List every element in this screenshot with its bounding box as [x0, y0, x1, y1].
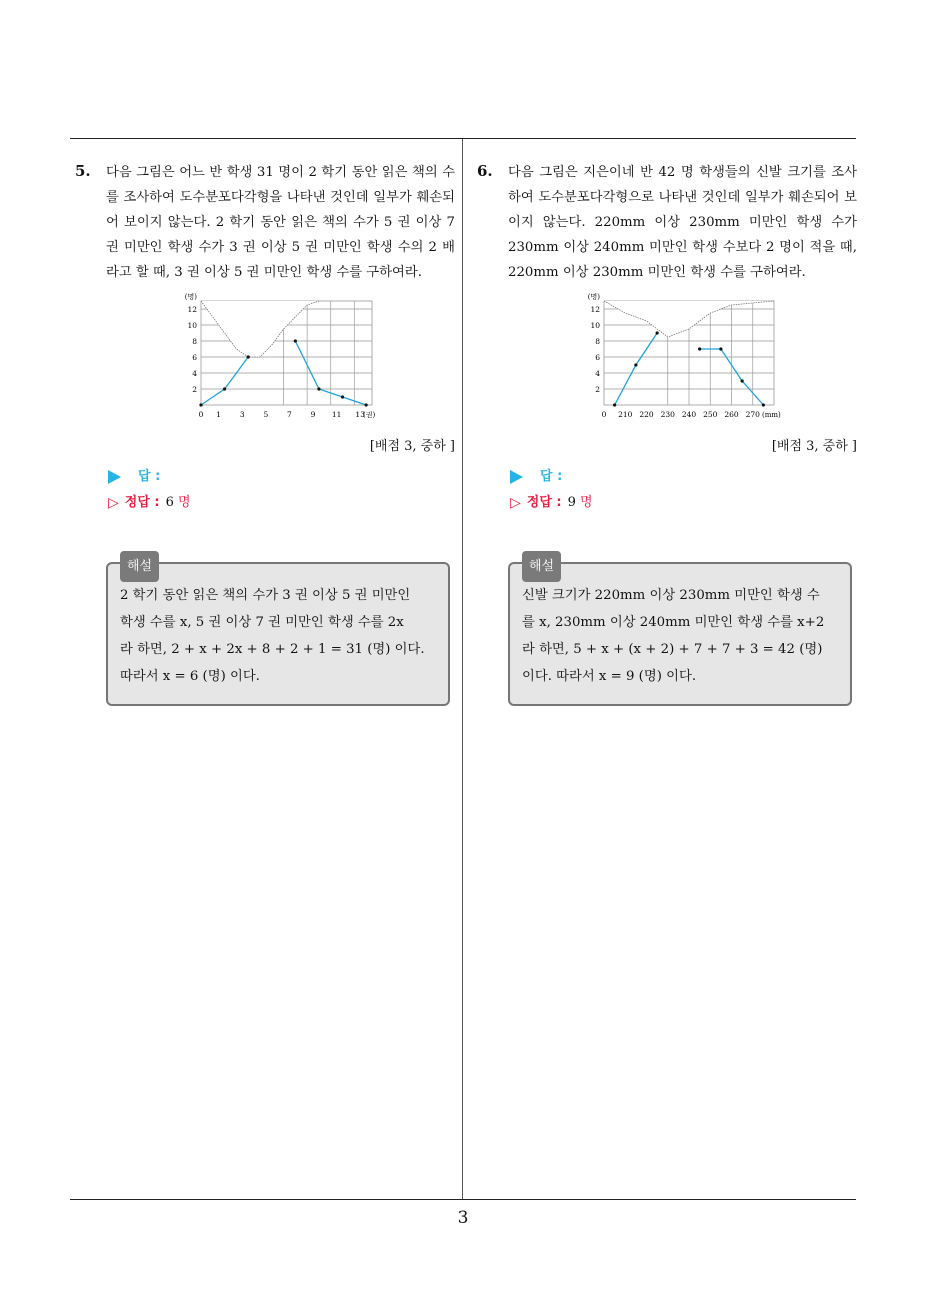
- y-tick-label: 8: [192, 337, 197, 346]
- damaged-area: [201, 301, 372, 357]
- correct-value: 9: [567, 495, 576, 510]
- correct-label: 정답 :: [124, 495, 160, 510]
- data-point: [223, 387, 226, 390]
- question-5: [75, 160, 455, 706]
- question-number: 5.: [75, 162, 91, 180]
- y-tick-label: 10: [187, 321, 197, 330]
- solution-line: 신발 크기가 220mm 이상 230mm 미만인 학생 수: [522, 588, 820, 603]
- answer-label: 답 :: [138, 469, 161, 484]
- top-rule: [70, 138, 856, 139]
- chart-6: [477, 285, 857, 425]
- y-tick-label: 6: [595, 353, 600, 362]
- question-6: [477, 160, 857, 706]
- data-point: [341, 395, 344, 398]
- x-unit-label: (권): [363, 411, 376, 419]
- play-icon: [108, 470, 121, 484]
- y-tick-label: 6: [192, 353, 197, 362]
- data-point: [634, 363, 637, 366]
- data-point: [613, 403, 616, 406]
- frequency-polygon-chart: [75, 285, 455, 425]
- correct-value: 6: [165, 495, 174, 510]
- y-tick-label: 4: [595, 369, 600, 378]
- answer-area: [510, 464, 857, 516]
- score-info: [배점 3, 중하 ]: [771, 439, 857, 454]
- y-tick-label: 2: [192, 385, 197, 394]
- data-point: [365, 403, 368, 406]
- x-tick-label: 1: [216, 410, 222, 419]
- x-tick-label: 230: [660, 410, 675, 419]
- correct-unit: 명: [580, 495, 593, 510]
- page-number: 3: [457, 1208, 469, 1228]
- y-tick-label: 4: [192, 369, 197, 378]
- solution-line: 를 x, 230mm 이상 240mm 미만인 학생 수를 x+2: [522, 615, 825, 630]
- x-unit-label: (mm): [762, 411, 781, 419]
- x-tick-label: 220: [639, 410, 654, 419]
- y-tick-label: 2: [595, 385, 600, 394]
- y-tick-label: 8: [595, 337, 600, 346]
- question-text: 다음 그림은 지은이네 반 42 명 학생들의 신발 크기를 조사하여 도수분포다각형으로 나타낸 것인데 일부가 훼손되어 보이지 않는다. 220mm 이상 230mm 미만인 학생 수가 230mm 이상 240mm 미만인 학생 수보다 2 명이 적을 때, 220mm 이상 230mm 미만인 학생 수를 구하여라.: [508, 165, 857, 280]
- solution-box: [508, 559, 852, 706]
- correct-label: 정답 :: [526, 495, 562, 510]
- x-tick-label: 270: [745, 410, 760, 419]
- bottom-rule: [70, 1199, 856, 1200]
- y-unit-label: (명): [184, 293, 197, 301]
- data-point: [762, 403, 765, 406]
- solution-line: 라 하면, 5 + x + (x + 2) + 7 + 7 + 3 = 42 (명): [522, 642, 823, 657]
- x-tick-label: 240: [681, 410, 697, 419]
- x-tick-label: 13: [355, 410, 365, 419]
- series-line: [615, 333, 658, 405]
- y-tick-label: 12: [187, 305, 197, 314]
- frequency-polygon-chart: [477, 285, 857, 425]
- data-point: [719, 347, 722, 350]
- x-tick-label: 260: [724, 410, 739, 419]
- answer-area: [108, 464, 455, 516]
- data-point: [741, 379, 744, 382]
- series-line: [201, 357, 248, 405]
- y-unit-label: (명): [587, 293, 600, 301]
- x-tick-label: 0: [601, 410, 607, 419]
- solution-line: 학생 수를 x, 5 권 이상 7 권 미만인 학생 수를 2x: [120, 615, 404, 630]
- x-tick-label: 250: [703, 410, 718, 419]
- chart-5: [75, 285, 455, 425]
- solution-tag: 해설: [522, 551, 561, 582]
- column-divider: [462, 139, 463, 1199]
- x-tick-label: 9: [310, 410, 316, 419]
- data-point: [247, 355, 250, 358]
- data-point: [294, 339, 297, 342]
- correct-unit: 명: [178, 495, 191, 510]
- solution-box: [106, 559, 450, 706]
- question-text: 다음 그림은 어느 반 학생 31 명이 2 학기 동안 읽은 책의 수를 조사하여 도수분포다각형을 나타낸 것인데 일부가 훼손되어 보이지 않는다. 2 학기 동안 읽은 책의 수가 5 권 이상 7 권 미만인 학생 수가 3 권 이상 5 권 미만인 학생 수의 2 배라고 할 때, 3 권 이상 5 권 미만인 학생 수를 구하여라.: [106, 165, 455, 280]
- x-tick-label: 0: [198, 410, 204, 419]
- x-tick-label: 3: [239, 410, 245, 419]
- y-tick-label: 12: [590, 305, 600, 314]
- x-tick-label: 5: [263, 410, 269, 419]
- x-tick-label: 210: [618, 410, 633, 419]
- x-tick-label: 7: [287, 410, 292, 419]
- solution-line: 라 하면, 2 + x + 2x + 8 + 2 + 1 = 31 (명) 이다.: [120, 642, 425, 657]
- question-number: 6.: [477, 162, 493, 180]
- data-point: [656, 331, 659, 334]
- solution-tag: 해설: [120, 551, 159, 582]
- answer-label: 답 :: [540, 469, 563, 484]
- hollow-triangle-icon: ▷: [108, 495, 119, 511]
- data-point: [317, 387, 320, 390]
- solution-line: 이다. 따라서 x = 9 (명) 이다.: [522, 669, 697, 684]
- play-icon: [510, 470, 523, 484]
- solution-line: 따라서 x = 6 (명) 이다.: [120, 669, 260, 684]
- y-tick-label: 10: [590, 321, 600, 330]
- score-info: [배점 3, 중하 ]: [369, 439, 455, 454]
- solution-line: 2 학기 동안 읽은 책의 수가 3 권 이상 5 권 미만인: [120, 588, 411, 603]
- data-point: [698, 347, 701, 350]
- data-point: [199, 403, 202, 406]
- hollow-triangle-icon: ▷: [510, 495, 521, 511]
- x-tick-label: 11: [331, 410, 342, 419]
